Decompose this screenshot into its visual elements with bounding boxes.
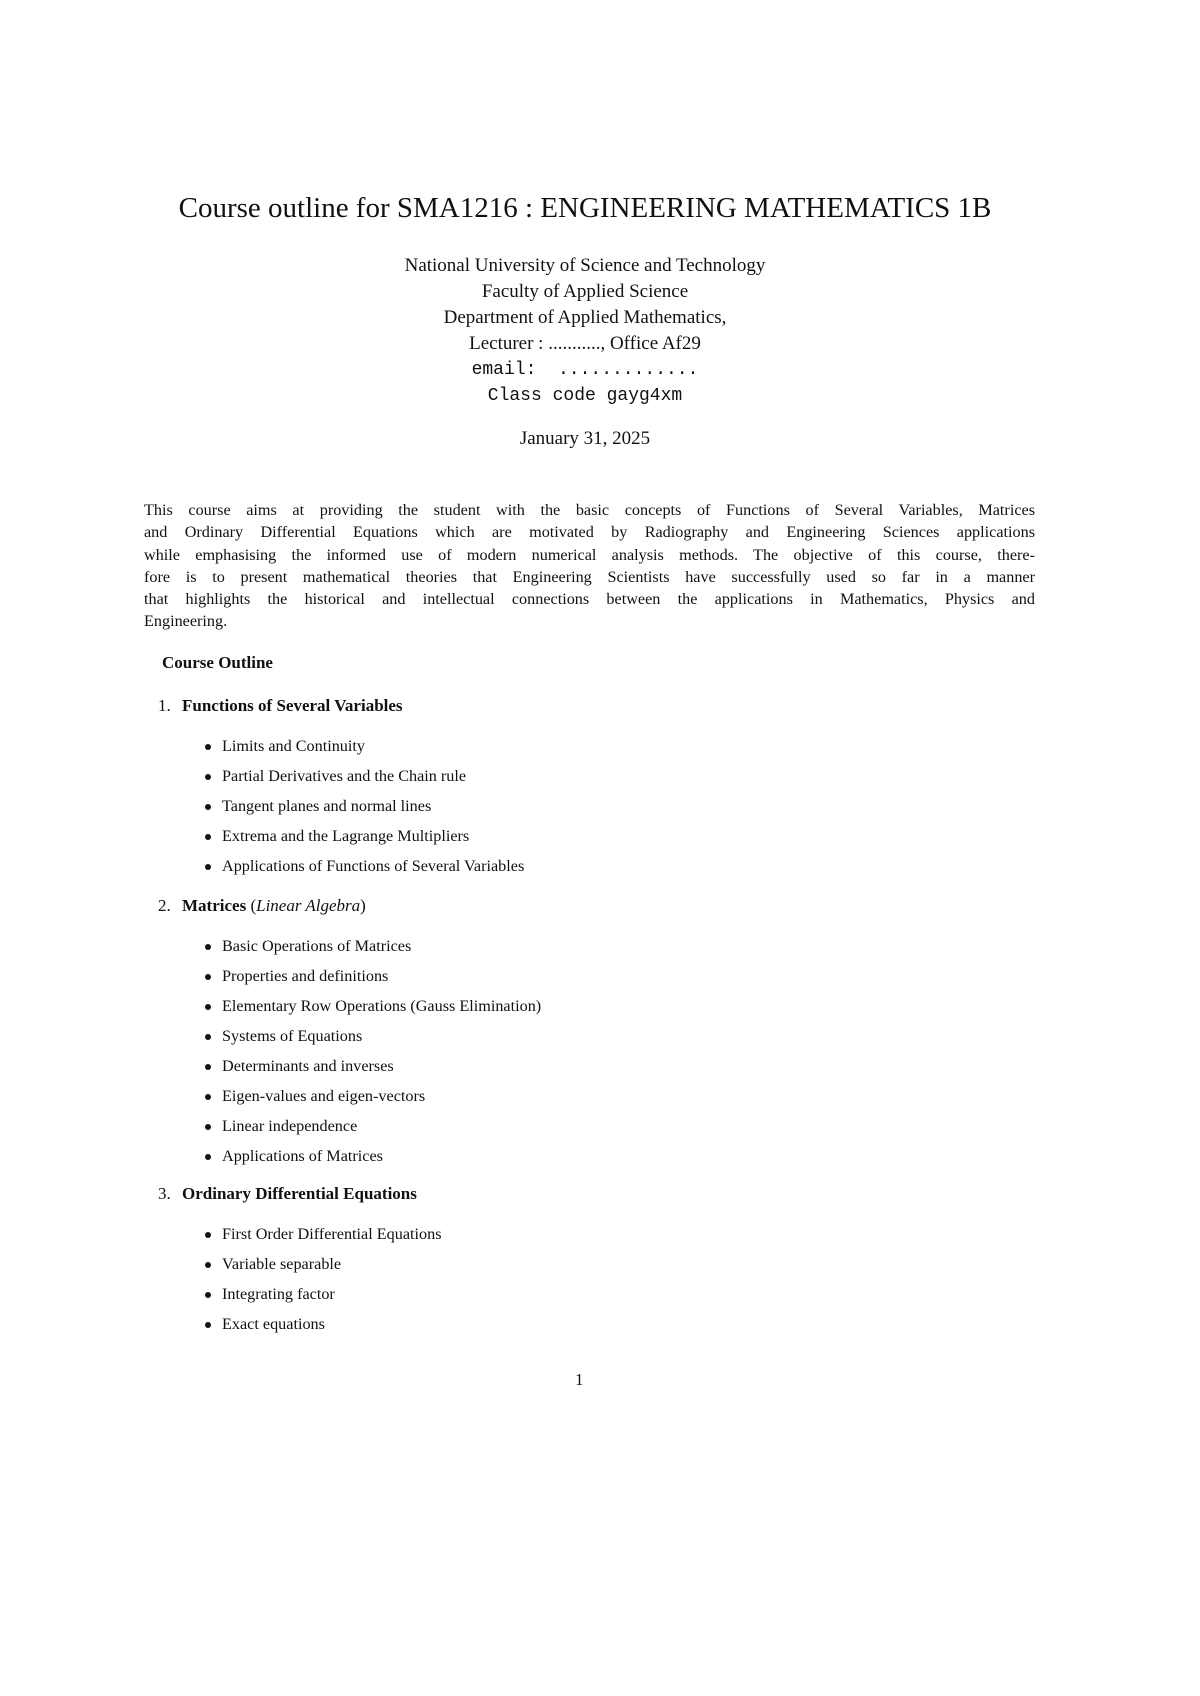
intro-paragraph: [144, 499, 1035, 633]
list-item: Tangent planes and normal lines: [158, 794, 524, 824]
class-code: Class code gayg4xm: [487, 386, 683, 406]
intro-line: Engineering.: [144, 612, 228, 631]
outline-heading: Course Outline: [162, 653, 273, 672]
document-title: Course outline for SMA1216 : ENGINEERING MATHEMATICS 1B: [178, 192, 992, 224]
date: January 31, 2025: [519, 428, 651, 449]
list-item: Extrema and the Lagrange Multipliers: [158, 824, 524, 854]
topic-list: [158, 1222, 442, 1342]
section-heading: [158, 1182, 442, 1212]
list-item: Partial Derivatives and the Chain rule: [158, 764, 524, 794]
university: National University of Science and Technology: [404, 255, 766, 276]
list-item: Linear independence: [158, 1114, 541, 1144]
lecturer: Lecturer : ..........., Office Af29: [469, 333, 701, 354]
section-heading: [158, 694, 524, 724]
list-item: Eigen-values and eigen-vectors: [158, 1084, 541, 1114]
email: email: .............: [471, 360, 699, 380]
section-subtitle: Linear Algebra: [256, 896, 361, 915]
list-item: Basic Operations of Matrices: [158, 934, 541, 964]
department: Department of Applied Mathematics,: [443, 307, 727, 328]
intro-line: while emphasising the informed use of modern numerical analysis methods. The objective of this course, there-: [144, 545, 1035, 564]
section-odes: [158, 1182, 442, 1342]
intro-line: that highlights the historical and intellectual connections between the applications in Mathematics, Physics and: [144, 590, 1035, 609]
list-item: Applications of Functions of Several Variables: [158, 854, 524, 884]
faculty: Faculty of Applied Science: [481, 281, 689, 302]
list-item: Elementary Row Operations (Gauss Elimination): [158, 994, 541, 1024]
intro-line: This course aims at providing the student with the basic concepts of Functions of Several Variables, Matrices: [144, 501, 1035, 519]
section-heading: 2. Matrices (Linear Algebra): [158, 894, 541, 924]
list-item: Properties and definitions: [158, 964, 541, 994]
section-title: Functions of Several Variables: [182, 696, 403, 715]
list-item: Integrating factor: [158, 1282, 442, 1312]
list-item: Applications of Matrices: [158, 1144, 541, 1174]
section-title: Matrices: [182, 896, 247, 915]
topic-list: [158, 934, 541, 1174]
section-number: 3.: [158, 1184, 171, 1203]
section-number: 2.: [158, 896, 171, 915]
section-number: 1.: [158, 696, 171, 715]
section-functions: [158, 694, 524, 884]
list-item: Systems of Equations: [158, 1024, 541, 1054]
topic-list: [158, 734, 524, 884]
list-item: Exact equations: [158, 1312, 442, 1342]
section-title: Ordinary Differential Equations: [182, 1184, 417, 1203]
list-item: Variable separable: [158, 1252, 442, 1282]
page-number: 1: [575, 1370, 584, 1389]
intro-line: and Ordinary Differential Equations which are motivated by Radiography and Engineering Sciences applications: [144, 523, 1035, 542]
list-item: Determinants and inverses: [158, 1054, 541, 1084]
list-item: First Order Differential Equations: [158, 1222, 442, 1252]
list-item: Limits and Continuity: [158, 734, 524, 764]
section-matrices: [158, 894, 541, 1174]
intro-line: fore is to present mathematical theories that Engineering Scientists have successfully used so far in a manner: [144, 567, 1035, 586]
